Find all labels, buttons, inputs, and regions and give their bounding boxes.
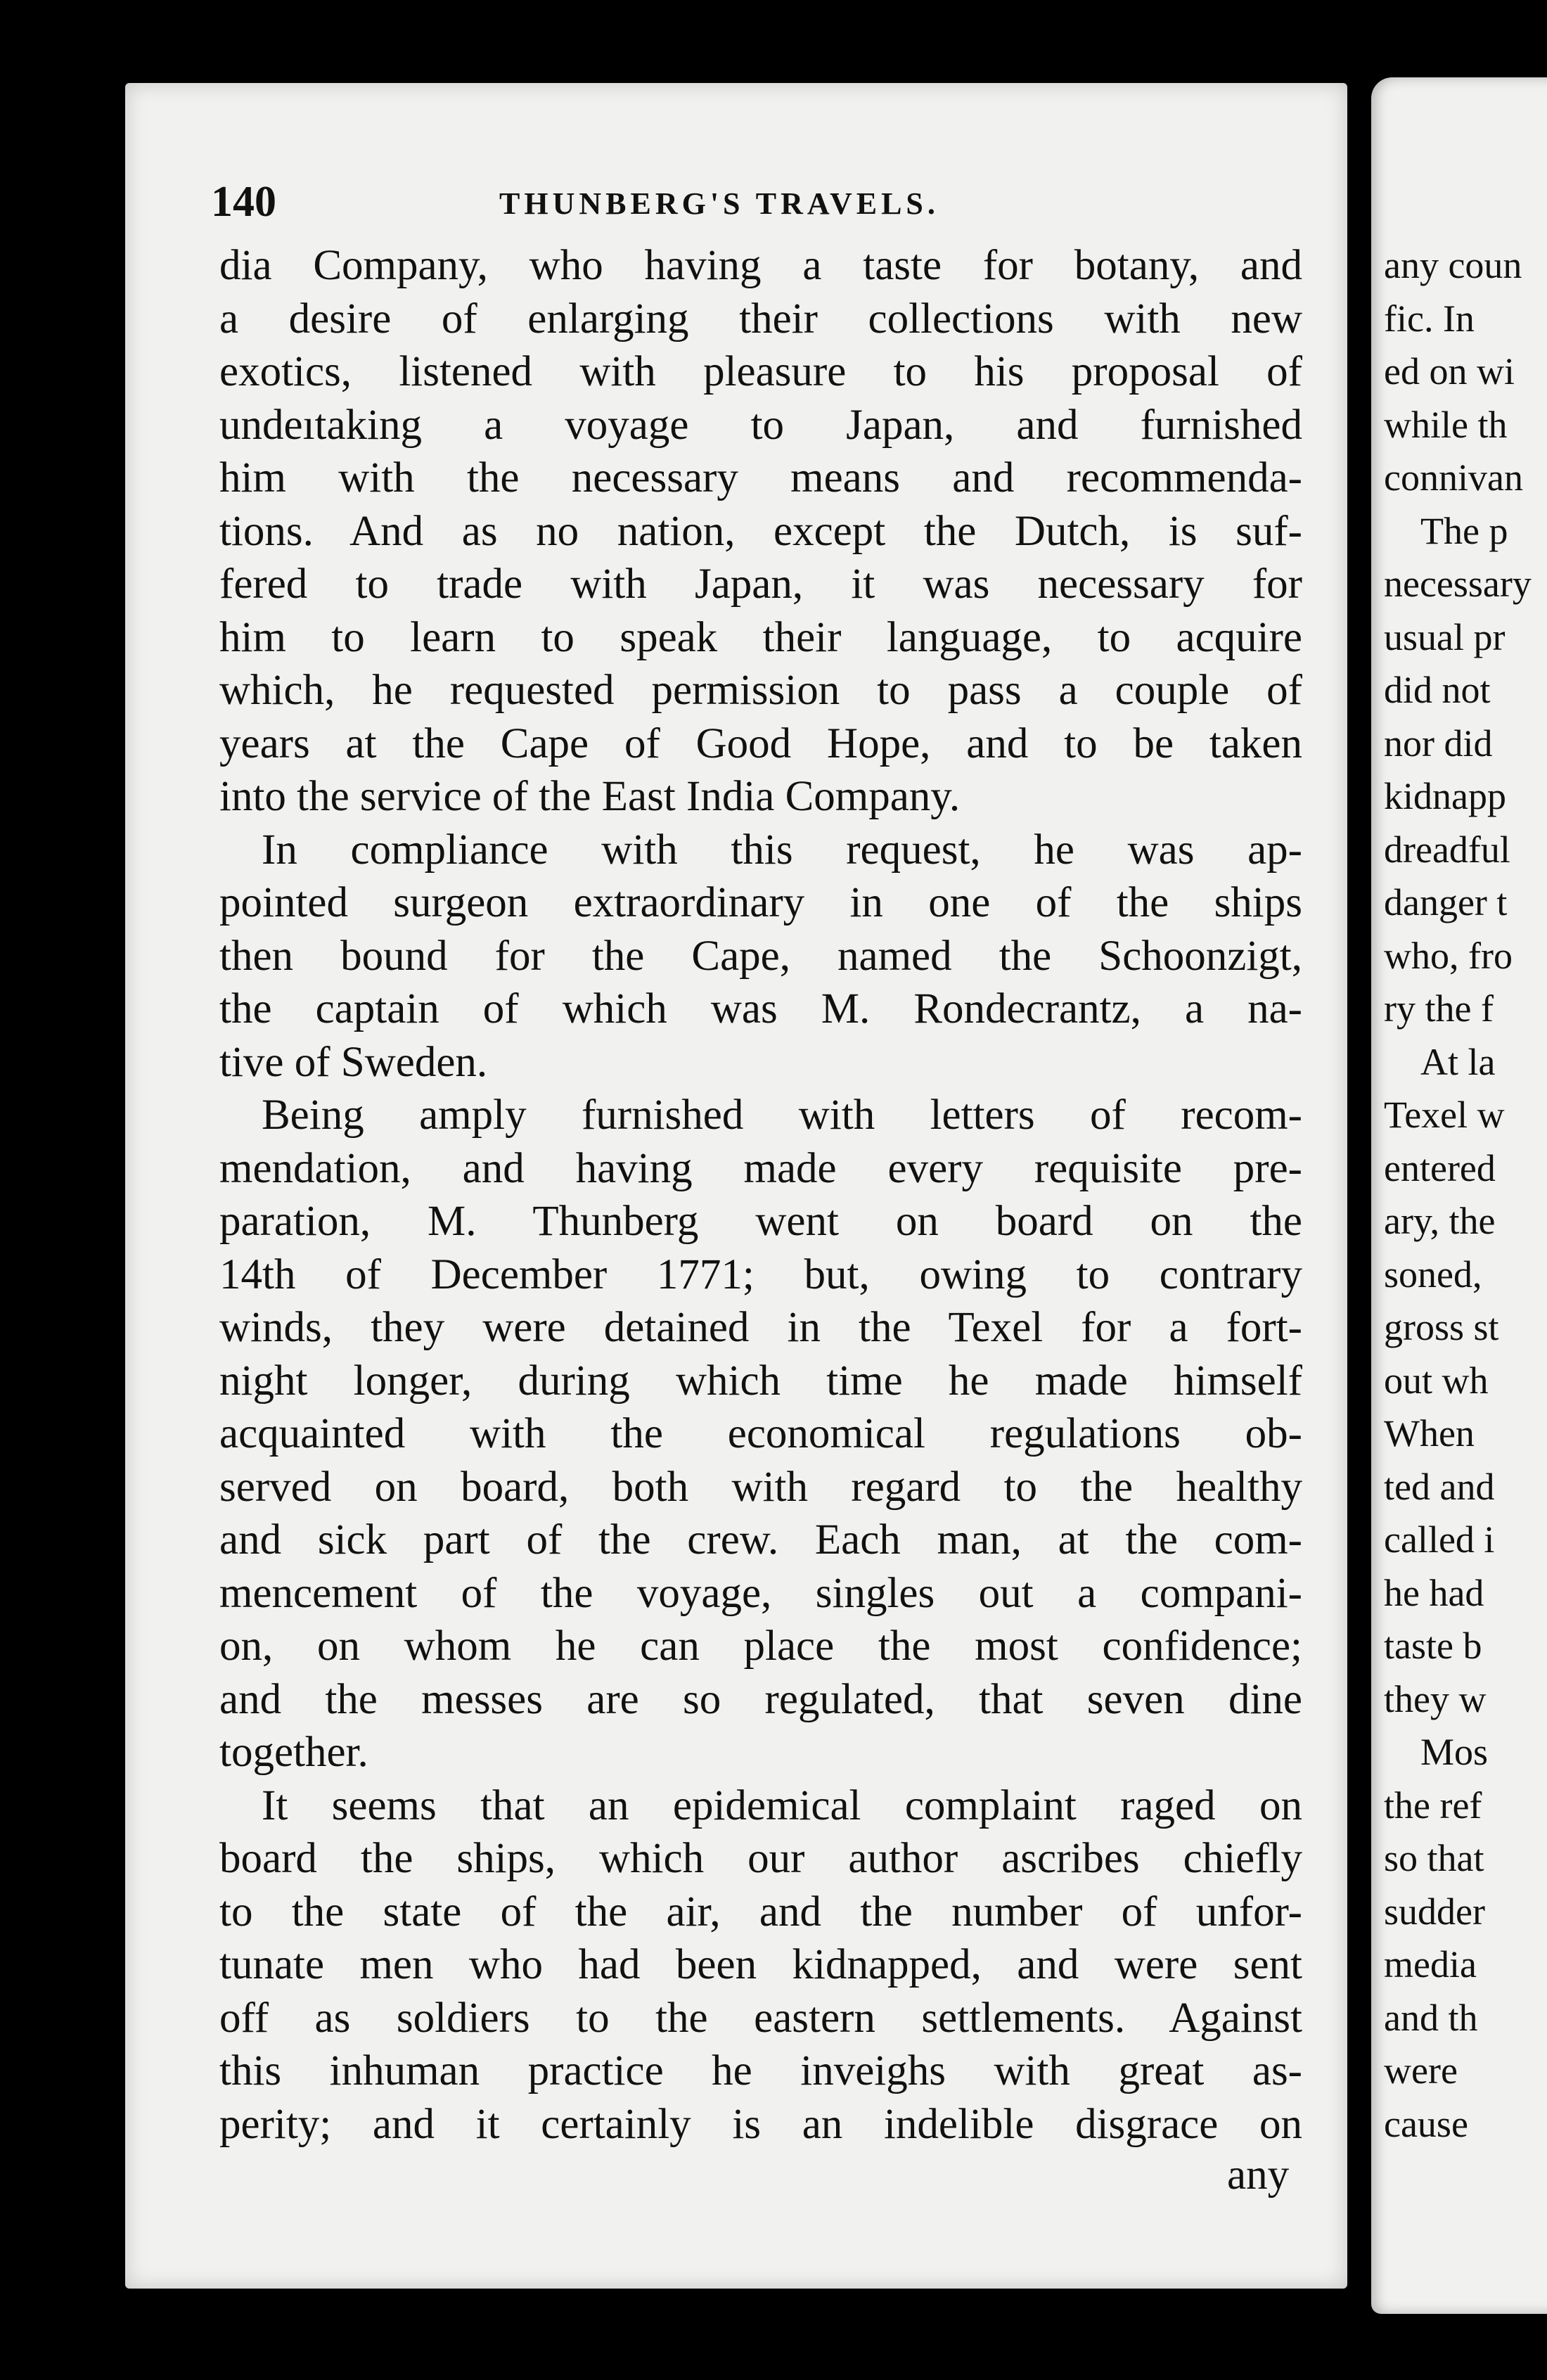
text-line: 14th of December 1771; but, owing to contrary [219, 1250, 1302, 1298]
text-line: acquainted with the economical regulations ob- [219, 1410, 1302, 1457]
facing-text-line: any coun [1384, 244, 1522, 286]
text-line: into the service of the East India Company. [219, 773, 961, 820]
facing-text-line: the ref [1384, 1784, 1482, 1826]
facing-text-line: kidnapp [1384, 775, 1506, 817]
text-line: him to learn to speak their language, to acquire [219, 613, 1302, 661]
facing-text-line: sudder [1384, 1890, 1485, 1933]
facing-text-line: Mos [1420, 1731, 1489, 1773]
facing-text-line: entered [1384, 1146, 1496, 1189]
facing-text-line: did not [1384, 669, 1491, 711]
text-line: paration, M. Thunberg went on board on the [219, 1198, 1302, 1245]
facing-text-line: who, fro [1384, 934, 1513, 977]
facing-text-line: and th [1384, 1996, 1478, 2039]
facing-text-line: taste b [1384, 1625, 1482, 1667]
text-line: exotics, listened with pleasure to his proposal of [219, 348, 1302, 395]
facing-text-line: When [1384, 1412, 1475, 1454]
text-line: this inhuman practice he inveighs with great as- [219, 2047, 1302, 2094]
text-line: him with the necessary means and recommenda- [219, 454, 1302, 501]
text-line: on, on whom he can place the most confidence; [219, 1623, 1302, 1670]
text-line: tive of Sweden. [219, 1038, 488, 1086]
text-line: which, he requested permission to pass a couple of [219, 667, 1302, 714]
page-header [211, 177, 1020, 226]
facing-text-line: soned, [1384, 1253, 1482, 1295]
text-line: and the messes are so regulated, that seven dine [219, 1675, 1302, 1723]
facing-text-line: so that [1384, 1837, 1484, 1879]
facing-text-line: fic. In [1384, 297, 1475, 340]
text-line: a desire of enlarging their collections with new [219, 295, 1302, 343]
text-line: and sick part of the crew. Each man, at the com- [219, 1516, 1302, 1563]
text-line: together. [219, 1729, 368, 1776]
text-line: the captain of which was M. Rondecrantz, a na- [219, 985, 1302, 1032]
facing-text-line: ry the f [1384, 987, 1494, 1030]
facing-text-line: they w [1384, 1677, 1487, 1720]
facing-text-line: called i [1384, 1518, 1495, 1561]
text-line: It seems that an epidemical complaint raged on [262, 1781, 1302, 1829]
facing-text-line: out wh [1384, 1359, 1489, 1402]
facing-page-text [1384, 239, 1532, 2151]
text-line: mendation, and having made every requisite pre- [219, 1144, 1302, 1192]
text-line: years at the Cape of Good Hope, and to be taken [219, 719, 1302, 767]
facing-text-line: usual pr [1384, 615, 1506, 658]
text-line: pointed surgeon extraordinary in one of the ships [219, 879, 1302, 926]
text-line: board the ships, which our author ascribes chiefly [219, 1835, 1302, 1882]
facing-text-line: ted and [1384, 1465, 1495, 1508]
catchword: any [1227, 2151, 1290, 2199]
text-line: dia Company, who having a taste for botany, and [219, 242, 1302, 289]
facing-text-line: ary, the [1384, 1200, 1496, 1242]
facing-text-line: necessary [1384, 563, 1532, 605]
text-line: tions. And as no nation, except the Dutch, is suf- [219, 507, 1302, 555]
facing-text-line: Texel w [1384, 1094, 1505, 1136]
text-line: night longer, during which time he made himself [219, 1357, 1302, 1405]
text-line: In compliance with this request, he was ap- [262, 826, 1302, 874]
text-line: undeıtaking a voyage to Japan, and furnished [219, 401, 1302, 449]
facing-text-line: ed on wi [1384, 350, 1515, 392]
text-line: tunate men who had been kidnapped, and were sent [219, 1941, 1302, 1988]
text-line: perity; and it certainly is an indelible disgrace on [219, 2100, 1302, 2148]
text-line: served on board, both with regard to the healthy [219, 1463, 1302, 1511]
text-line: Being amply furnished with letters of recom- [262, 1092, 1302, 1139]
facing-text-line: he had [1384, 1571, 1484, 1614]
facing-text-line: cause [1384, 2102, 1468, 2145]
facing-text-line: connivan [1384, 456, 1523, 499]
text-line: winds, they were detained in the Texel for a fort- [219, 1304, 1302, 1351]
facing-text-line: nor did [1384, 722, 1493, 764]
text-line: off as soldiers to the eastern settlements. Against [219, 1994, 1302, 2042]
facing-text-line: danger t [1384, 881, 1508, 923]
facing-text-line: while th [1384, 403, 1508, 446]
text-line: to the state of the air, and the number of unfor- [219, 1888, 1302, 1936]
text-line: fered to trade with Japan, it was necessary for [219, 561, 1302, 608]
facing-text-line: gross st [1384, 1306, 1499, 1348]
facing-text-line: media [1384, 1943, 1477, 1985]
facing-text-line: dreadful [1384, 828, 1510, 871]
text-line: mencement of the voyage, singles out a compani- [219, 1569, 1302, 1617]
page-number: 140 [211, 178, 276, 226]
facing-text-line: At la [1420, 1040, 1496, 1083]
running-head: THUNBERG'S TRAVELS. [499, 186, 939, 221]
facing-text-line: were [1384, 2049, 1458, 2092]
text-line: then bound for the Cape, named the Schoonzigt, [219, 932, 1302, 980]
body-text [219, 239, 1302, 2151]
facing-text-line: The p [1420, 509, 1508, 552]
